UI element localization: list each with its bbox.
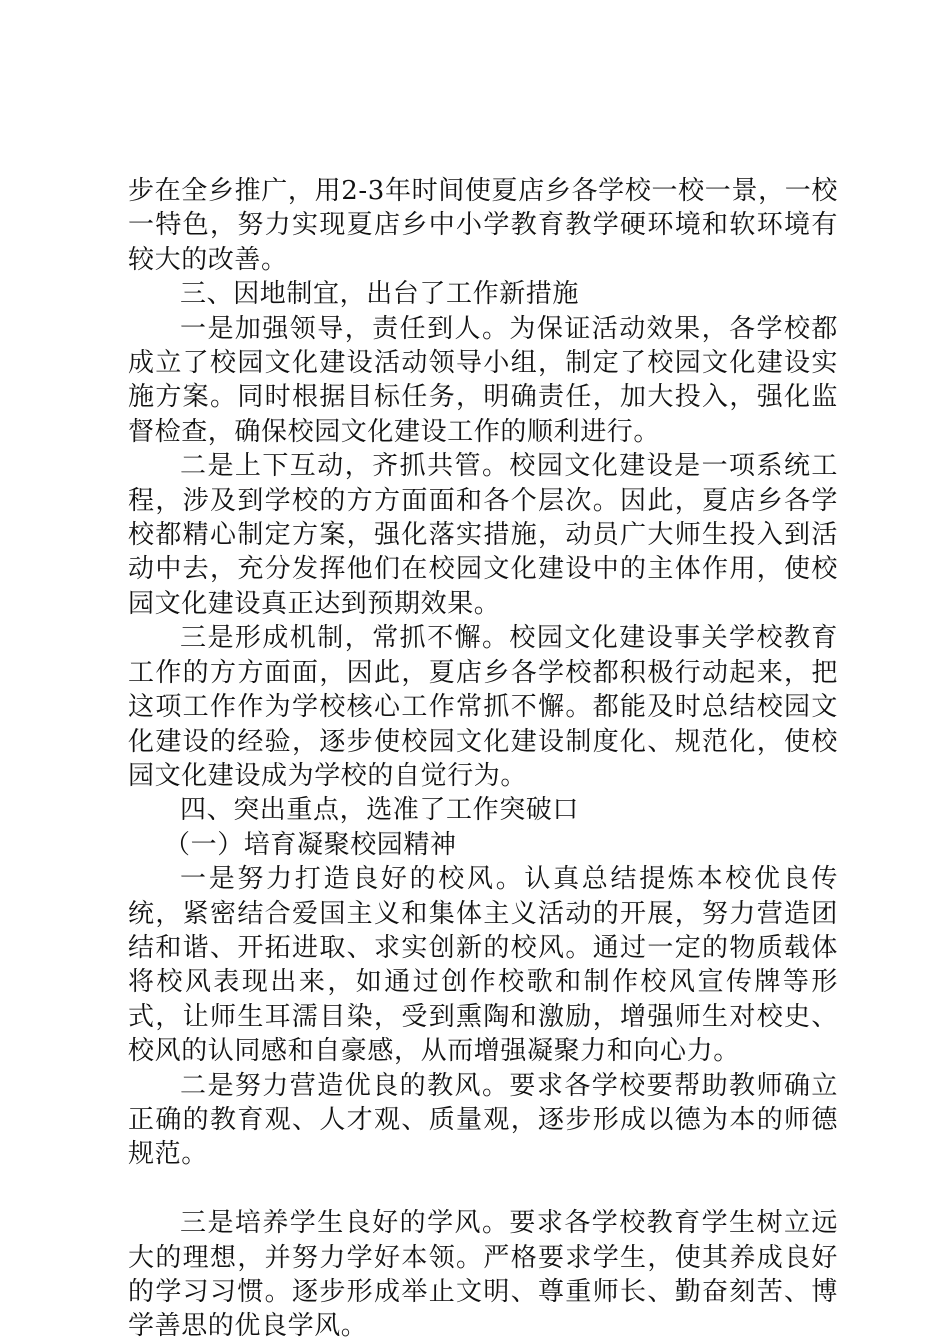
paragraph-measure-2: 二是上下互动，齐抓共管。校园文化建设是一项系统工程，涉及到学校的方方面面和各个层次。因此，夏店乡各学校都精心制定方案，强化落实措施，动员广大师生投入到活动中去，充分发挥他们在校园文化建设中的主体作用，使校园文化建设真正达到预期效果。 bbox=[128, 451, 838, 619]
paragraph-spirit-1: 一是努力打造良好的校风。认真总结提炼本校优良传统，紧密结合爱国主义和集体主义活动的开展，努力营造团结和谐、开拓进取、求实创新的校风。通过一定的物质载体将校风表现出来，如通过创作校歌和制作校风宣传牌等形式，让师生耳濡目染，受到熏陶和激励，增强师生对校史、校风的认同感和自豪感，从而增强凝聚力和向心力。 bbox=[128, 864, 838, 1067]
paragraph-spirit-3: 三是培养学生良好的学风。要求各学校教育学生树立远大的理想，并努力学好本领。严格要求学生，使其养成良好的学习习惯。逐步形成举止文明、尊重师长、勤奋刻苦、博学善思的优良学风。 bbox=[128, 1208, 838, 1342]
paragraph-measure-1: 一是加强领导，责任到人。为保证活动效果，各学校都成立了校园文化建设活动领导小组，制定了校园文化建设实施方案。同时根据目标任务，明确责任，加大投入，强化监督检查，确保校园文化建设工作的顺利进行。 bbox=[128, 313, 838, 447]
paragraph-continuation: 步在全乡推广，用2-3年时间使夏店乡各学校一校一景，一校一特色，努力实现夏店乡中小学教育教学硬环境和软环境有较大的改善。 bbox=[128, 176, 838, 275]
paragraph-spirit-2: 二是努力营造优良的教风。要求各学校要帮助教师确立正确的教育观、人才观、质量观，逐步形成以德为本的师德规范。 bbox=[128, 1070, 838, 1170]
document-body bbox=[128, 174, 838, 1344]
blank-line bbox=[128, 1172, 838, 1206]
section-heading-4: 四、突出重点，选准了工作突破口 bbox=[180, 795, 580, 826]
subsection-heading-1: （一）培育凝聚校园精神 bbox=[164, 829, 457, 860]
paragraph-measure-3: 三是形成机制，常抓不懈。校园文化建设事关学校教育工作的方方面面，因此，夏店乡各学校都积极行动起来，把这项工作作为学校核心工作常抓不懈。都能及时总结校园文化建设的经验，逐步使校园文化建设制度化、规范化，使校园文化建设成为学校的自觉行为。 bbox=[128, 623, 838, 791]
section-heading-3: 三、因地制宜，出台了工作新措施 bbox=[180, 279, 580, 310]
